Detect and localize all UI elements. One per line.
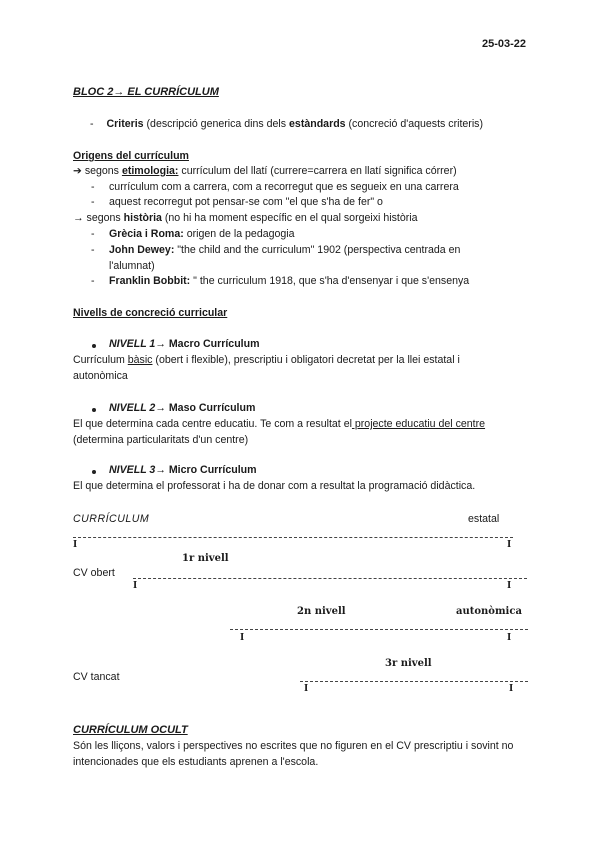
diagram-nivell1-label: 1r nivell xyxy=(182,553,229,564)
tick-mark: I xyxy=(304,684,309,694)
nivell2-name: Maso Currículum xyxy=(165,402,256,414)
diagram-estatal-label: estatal xyxy=(468,513,500,525)
nivells-title: Nivells de concreció curricular xyxy=(73,307,228,319)
criteris-text-a: (descripció generica dins dels xyxy=(143,118,290,130)
etimologia-sub1: currículum com a carrera, com a recorregut que es segueix en una carrera xyxy=(109,181,459,193)
criteris-term: Criteris xyxy=(106,118,144,130)
nivell2-text-cont: (determina particularitats d'un centre) xyxy=(73,434,249,446)
ocult-text: Són les lliçons, valors i perspectives no escrites que no figuren en el CV prescriptiu i sovint no xyxy=(73,740,514,752)
nivell2-text-a: El que determina cada centre educatiu. Te com a resultat el xyxy=(73,418,352,430)
nivell3-text: El que determina el professorat i ha de donar com a resultat la programació didàctica. xyxy=(73,480,476,492)
tick-mark: I xyxy=(507,540,512,550)
ocult-title: CURRÍCULUM OCULT xyxy=(73,724,188,736)
nivell1-heading xyxy=(109,338,260,350)
dewey-text: "the child and the curriculum" 1902 (perspectiva centrada en xyxy=(174,244,461,256)
bobbit-text: " the curriculum 1918, que s'ha d'ensenyar i que s'ensenya xyxy=(190,275,470,287)
dewey-term: John Dewey: xyxy=(109,244,175,256)
bullet-icon xyxy=(92,470,96,474)
dash: - xyxy=(91,196,95,208)
nivell3-name: Micro Currículum xyxy=(165,464,257,476)
grecia-line xyxy=(109,228,295,240)
etimologia-term: etimologia: xyxy=(121,165,179,177)
nivell3-label: NIVELL 3→ xyxy=(109,464,166,476)
estandards-term: estàndards xyxy=(289,118,346,130)
date: 25-03-22 xyxy=(482,38,527,50)
etimologia-sub2: aquest recorregut pot pensar-se com "el que s'ha de fer" o xyxy=(109,196,383,208)
nivell1-text xyxy=(73,354,460,366)
nivell1-text-cont: autonòmica xyxy=(73,370,128,382)
dash: - xyxy=(91,228,95,240)
tick-mark: I xyxy=(507,633,512,643)
diagram-nivell2-label: 2n nivell xyxy=(297,606,346,617)
diagram-cv-tancat-label: CV tancat xyxy=(73,671,120,683)
arrow-prefix: → segons xyxy=(73,212,124,224)
level-line-3 xyxy=(300,681,528,682)
nivell1-text-a: Currículum xyxy=(73,354,128,366)
diagram-autonomica-label: autonòmica xyxy=(456,606,522,617)
diagram-nivell3-label: 3r nivell xyxy=(385,658,432,669)
arrow-prefix: ➔ segons xyxy=(73,165,122,177)
historia-term: història xyxy=(123,212,162,224)
dash: - xyxy=(91,275,95,287)
nivell2-label: NIVELL 2→ xyxy=(109,402,166,414)
bobbit-term: Franklin Bobbit: xyxy=(109,275,191,287)
grecia-term: Grècia i Roma: xyxy=(109,228,184,240)
etimologia-text: currículum del llatí (currere=carrera en llatí significa córrer) xyxy=(178,165,457,177)
historia-text: (no hi ha moment específic en el qual sorgeixi història xyxy=(161,212,418,224)
tick-mark: I xyxy=(133,581,138,591)
ocult-text-cont: intencionades que els estudiants aprenen a l'escola. xyxy=(73,756,319,768)
criteris-text-b: (concreció d'aquests criteris) xyxy=(345,118,483,130)
nivell3-heading xyxy=(109,464,257,476)
criteris-line xyxy=(90,118,483,130)
bullet-icon xyxy=(92,408,96,412)
level-line-2 xyxy=(230,629,528,630)
dewey-line xyxy=(109,244,460,256)
bobbit-line xyxy=(109,275,469,287)
level-line-estatal xyxy=(73,537,513,538)
nivell1-label: NIVELL 1→ xyxy=(109,338,166,350)
dash: - xyxy=(90,118,94,130)
dash: - xyxy=(91,244,95,256)
nivell2-projecte: projecte educatiu del centre xyxy=(351,418,486,430)
bullet-icon xyxy=(92,344,96,348)
nivell2-text xyxy=(73,418,485,430)
tick-mark: I xyxy=(507,581,512,591)
nivell1-basic: bàsic xyxy=(127,354,153,366)
tick-mark: I xyxy=(240,633,245,643)
nivell1-name: Macro Currículum xyxy=(165,338,260,350)
diagram-curriculum-label: CURRÍCULUM xyxy=(73,513,150,525)
bloc-title: BLOC 2→ EL CURRÍCULUM xyxy=(73,86,219,98)
diagram-cv-obert-label: CV obert xyxy=(73,567,115,579)
nivell2-heading xyxy=(109,402,255,414)
etimologia-line xyxy=(73,165,457,177)
level-line-1 xyxy=(133,578,527,579)
dash: - xyxy=(91,181,95,193)
tick-mark: I xyxy=(73,540,78,550)
historia-line xyxy=(73,212,417,224)
tick-mark: I xyxy=(509,684,514,694)
dewey-text-cont: l'alumnat) xyxy=(109,260,155,272)
grecia-text: origen de la pedagogia xyxy=(183,228,295,240)
origens-title: Origens del currículum xyxy=(73,150,189,162)
nivell1-text-b: (obert i flexible), prescriptiu i obligatori decretat per la llei estatal i xyxy=(152,354,460,366)
